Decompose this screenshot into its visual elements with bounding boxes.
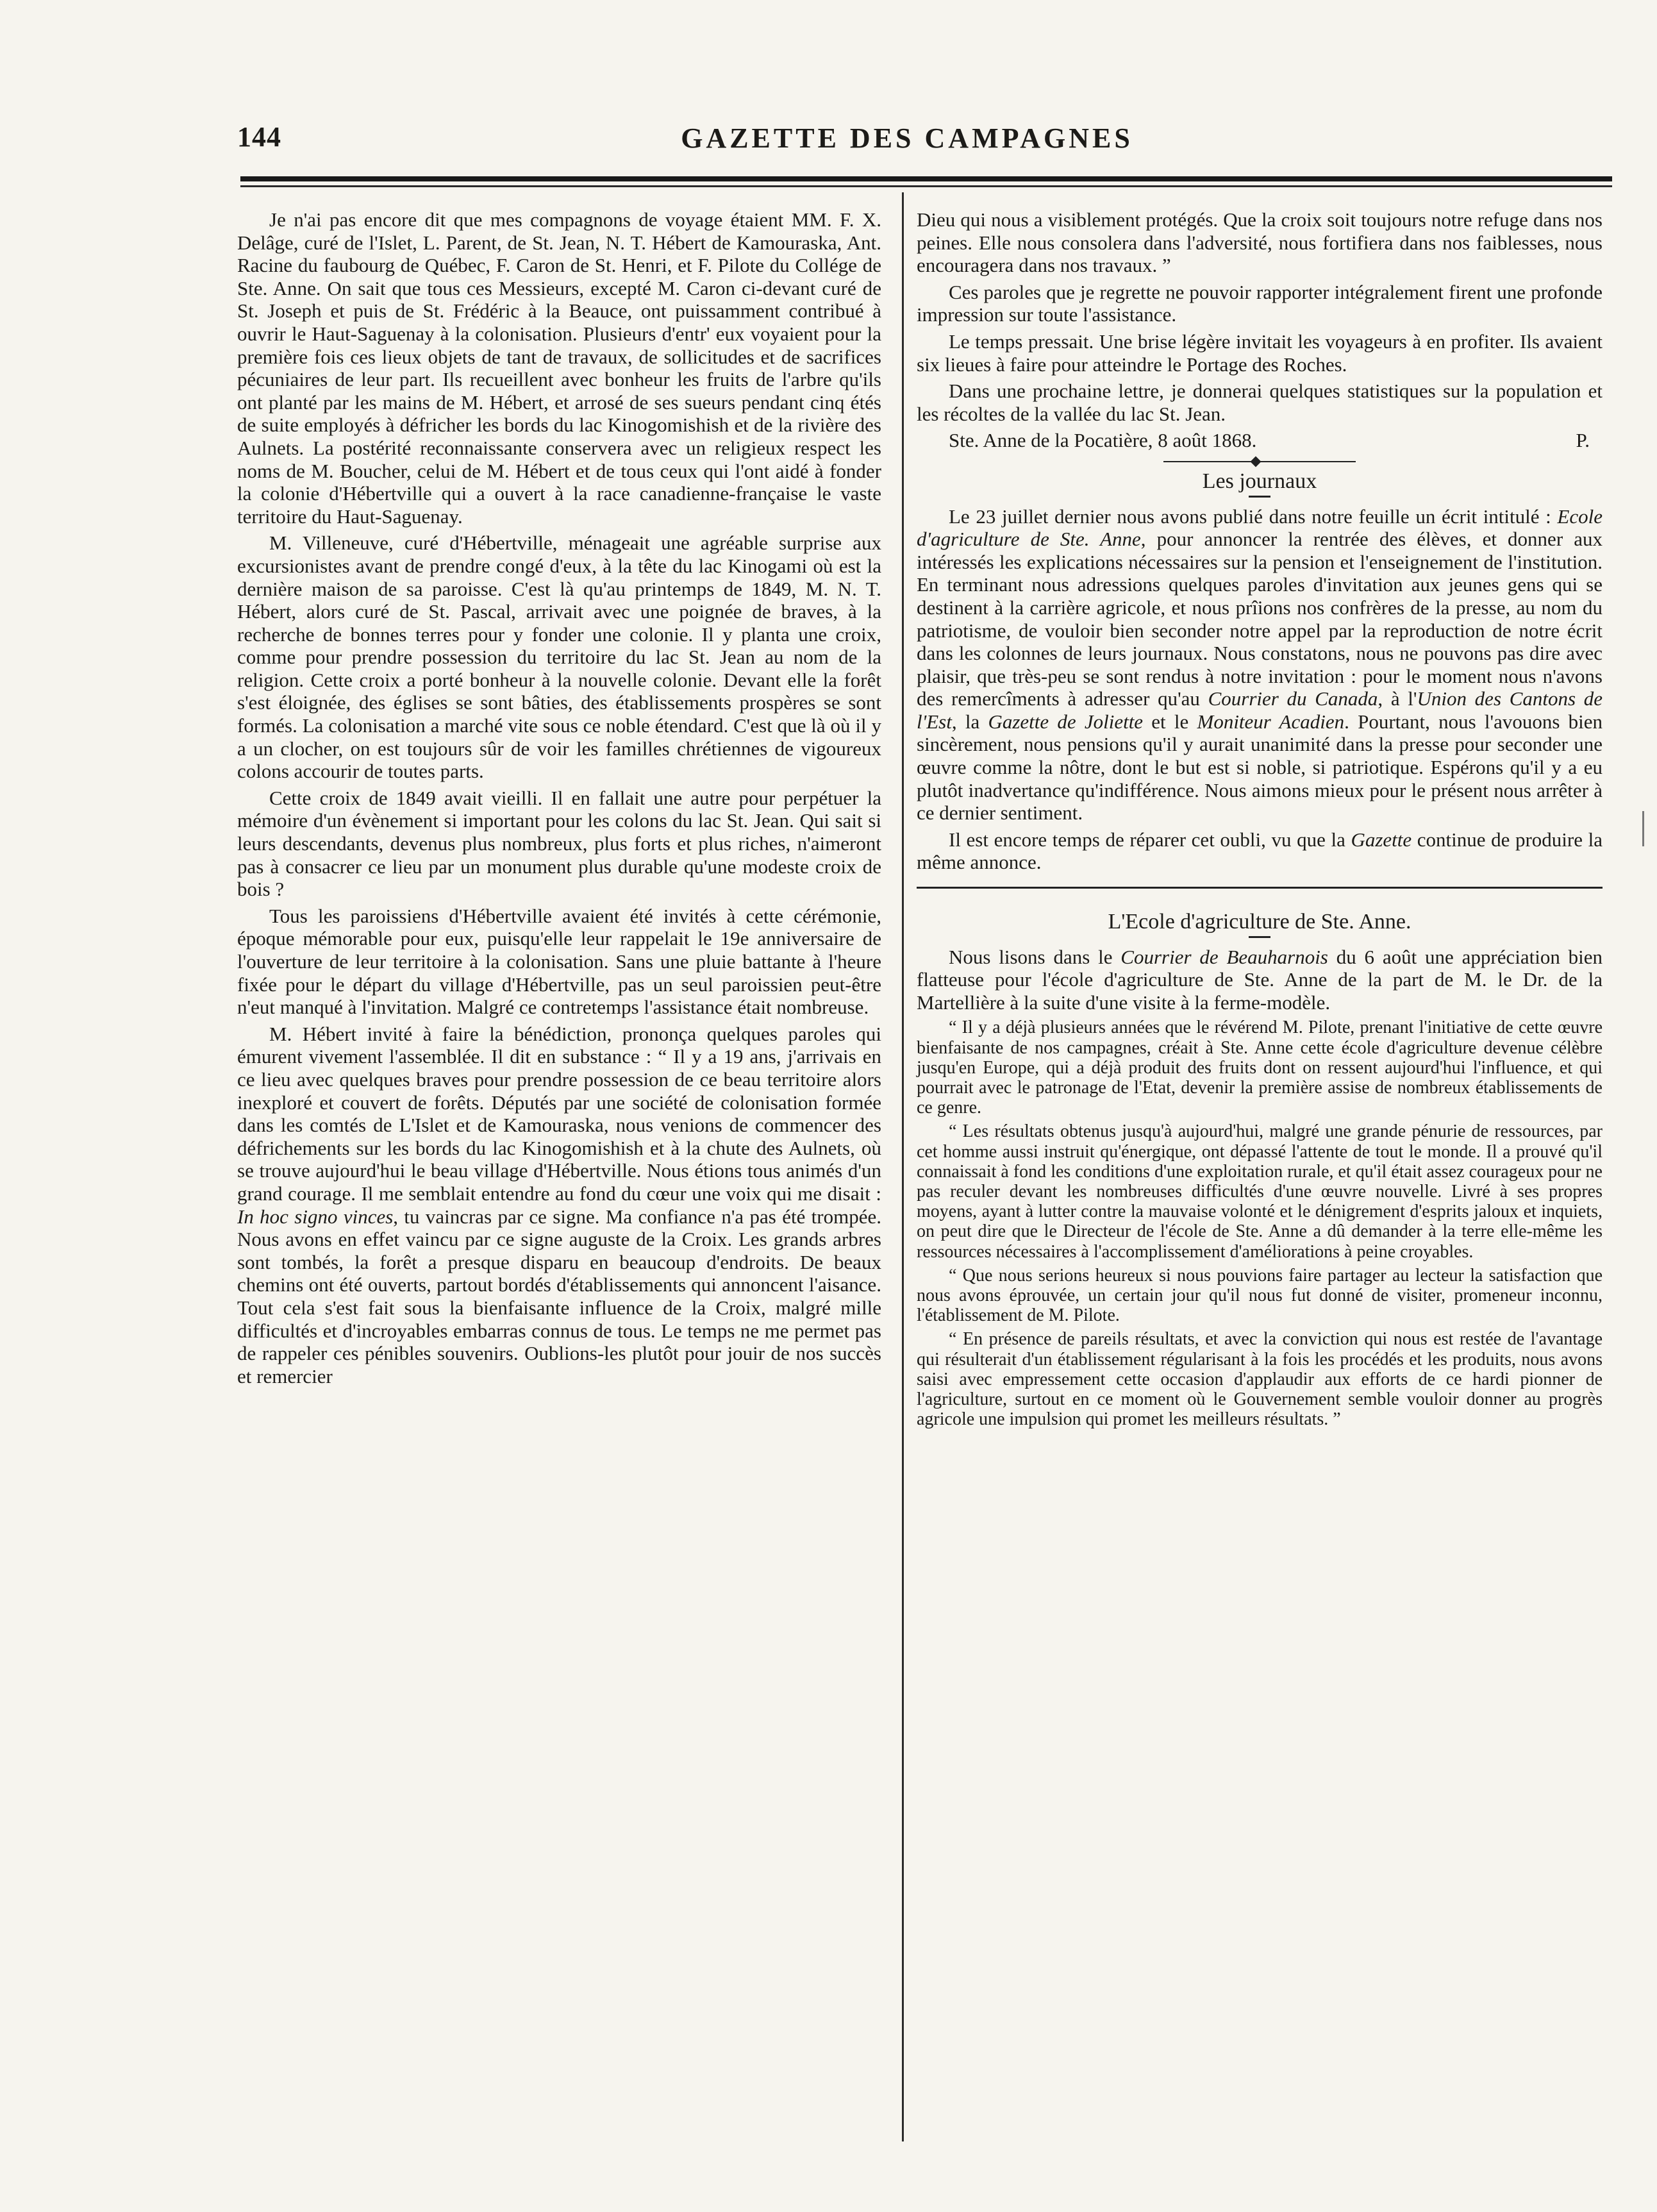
quotation-block <box>917 1018 1603 1429</box>
text-run: , à l' <box>1378 687 1417 710</box>
running-title: GAZETTE DES CAMPAGNES <box>681 122 1133 154</box>
newspaper-name: Gazette <box>1351 828 1412 851</box>
text-run: Il est encore temps de réparer cet oubli, vu que la <box>949 828 1351 851</box>
paragraph: Je n'ai pas encore dit que mes compagnons de voyage étaient MM. F. X. Delâge, curé de l'Islet, L. Parent, de St. Jean, N. T. Hébert de Kamouraska, Ant. Racine du faubourg de Québec, F. Caron de St. Henri, et F. Pilote du Collége de Ste. Anne. On sait que tous ces Messieurs, excepté M. Caron ci-devant curé de St. Joseph et puis de St. Frédéric à la Beauce, ont puissamment contribué à ouvrir le Haut-Saguenay à la colonisation. Plusieurs d'entr' eux voyaient pour la première fois ces lieux objets de tant de travaux, de sollicitudes et de sacrifices pécuniaires de leur part. Ils recueillent avec bonheur les fruits de l'arbre qu'ils ont planté par les mains de M. Hébert, et arrosé de ses sueurs pendant cinq étés de suite employés à défricher les bords du lac Kinogomishish et de la rivière des Aulnets. La postérité reconnaissante conservera avec un religieux respect les noms de M. Boucher, celui de M. Hébert et de tous ceux qui l'ont aidé à fonder la colonie d'Hébertville qui a ouvert à la race canadienne-française le vaste territoire du Haut-Saguenay. <box>237 208 881 528</box>
paragraph: Le temps pressait. Une brise légère invitait les voyageurs à en profiter. Ils avaient six lieues à faire pour atteindre le Portage des Roches. <box>917 330 1603 376</box>
paragraph: Ces paroles que je regrette ne pouvoir rapporter intégralement firent une profonde impression sur toute l'assistance. <box>917 280 1603 326</box>
paragraph <box>237 1023 881 1388</box>
section-rule <box>917 887 1603 889</box>
margin-mark <box>1642 811 1644 846</box>
newspaper-name: Union des Cantons de l'Est <box>917 687 1603 733</box>
signature: P. <box>1576 429 1590 452</box>
ornamental-divider <box>1163 457 1356 466</box>
newspaper-name: Courrier de Beauharnois <box>1120 945 1328 968</box>
newspaper-name: Gazette de Joliette <box>988 710 1144 733</box>
text-run: Le 23 juillet dernier nous avons publié dans notre feuille un écrit intitulé : <box>949 505 1558 528</box>
paragraph <box>917 946 1603 1014</box>
paragraph: Tous les paroissiens d'Hébertville avaient été invités à cette cérémonie, époque mémorable pour eux, puisqu'elle leur rappelait le 19e anniversaire de l'ouverture de leur territoire à la colonisation. Sans une pluie battante à l'heure fixée pour le départ du village d'Hébertville, pas un seul paroissien peut-être n'eut manqué à l'invitation. Malgré ce contretemps l'assistance était nombreuse. <box>237 904 881 1019</box>
article-title: Ecole d'agriculture de Ste. Anne <box>917 505 1603 551</box>
header-rule-thin <box>240 185 1612 187</box>
right-column <box>917 208 1603 1433</box>
paragraph: Dieu qui nous a visiblement protégés. Que la croix soit toujours notre refuge dans nos peines. Elle nous consolera dans l'adversité, nous fortifiera dans nos faiblesses, nous encouragera dans nos travaux. ” <box>917 208 1603 277</box>
paragraph <box>917 828 1603 874</box>
dateline <box>917 429 1603 452</box>
page-header <box>218 115 1596 173</box>
paragraph: Cette croix de 1849 avait vieilli. Il en fallait une autre pour perpétuer la mémoire d'un évènement si important pour les colons du lac St. Jean. Qui sait si leurs descendants, devenus plus nombreux, plus forts et plus riches, n'aimeront pas à consacrer ce lieu par un monument plus durable qu'une modeste croix de bois ? <box>237 786 881 901</box>
left-column <box>237 208 881 1391</box>
paragraph: Dans une prochaine lettre, je donnerai quelques statistiques sur la population et les récoltes de la vallée du lac St. Jean. <box>917 380 1603 425</box>
text-run: , la <box>951 710 988 733</box>
short-rule <box>1249 496 1270 498</box>
text-run: du 6 août une appréciation bien flatteuse pour l'école d'agriculture de Ste. Anne de la part de M. le Dr. de la Martellière à la suite d'une visite à la ferme-modèle. <box>917 945 1603 1014</box>
dateline-place-date: Ste. Anne de la Pocatière, 8 août 1868. <box>949 429 1257 452</box>
text-run: continue de produire la même annonce. <box>917 828 1603 874</box>
newspaper-name: Moniteur Acadien <box>1197 710 1345 733</box>
quoted-paragraph: “ Que nous serions heureux si nous pouvions faire partager au lecteur la satisfaction que nous avons éprouvée, un certain jour qu'il nous fut donné de visiter, promeneur inconnu, l'établissement de M. Pilote. <box>917 1265 1603 1326</box>
section-title-journaux: Les journaux <box>1202 469 1317 493</box>
page-number: 144 <box>237 121 281 153</box>
newspaper-name: Courrier du Canada <box>1208 687 1378 710</box>
section-title-ecole: L'Ecole d'agriculture de Ste. Anne. <box>1108 910 1411 934</box>
quoted-paragraph: “ Les résultats obtenus jusqu'à aujourd'hui, malgré une grande pénurie de ressources, par cet homme aussi instruit qu'énergique, ont dépassé l'attente de tout le monde. Il a prouvé qu'il connaissait à fond les conditions d'une exploitation rurale, et qu'il était assez courageux pour ne pas reculer devant les nombreuses difficultés d'une œuvre nouvelle. Livré à ses propres moyens, ayant à lutter contre la mauvaise volonté et le dénigrement d'esprits jaloux et inquiets, on peut dire que le Directeur de l'école de Ste. Anne a dû demander à la terre elle-même les ressources nécessaires à l'accomplissement d'améliorations à peine croyables. <box>917 1121 1603 1262</box>
header-rule-thick <box>240 176 1612 181</box>
text-run: . Pourtant, nous l'avouons bien sincèrement, nous pensions qu'il y aurait unanimité dans la presse pour seconder une œuvre comme la nôtre, dont le but est si noble, si patriotique. Espérons qu'il y a eu plutôt inadvertance qu'indifférence. Nous aimons mieux pour le présent nous arrêter à ce dernier sentiment. <box>917 710 1603 825</box>
quoted-paragraph: “ Il y a déjà plusieurs années que le révérend M. Pilote, prenant l'initiative de cette œuvre bienfaisante de nos campagnes, créait à Ste. Anne cette école d'agriculture devenue célèbre jusqu'en Europe, qui a déjà produit des fruits dont on ressent aujourd'hui l'influence, et qui pourrait avec le patronage de l'Etat, devenir la première assise de nombreux établissements de ce genre. <box>917 1018 1603 1118</box>
text-run: Nous lisons dans le <box>949 945 1121 968</box>
text-run: , tu vaincras par ce signe. Ma confiance n'a pas été trompée. Nous avons en effet vaincu par ce signe auguste de la Croix. Les grands arbres sont tombés, la forêt a presque disparu en beaucoup d'endroits. De beaux chemins ont été ouverts, partout bordés d'établissements qui annoncent l'aisance. Tout cela s'est fait sous la bienfaisante influence de la Croix, malgré mille difficultés et d'incroyables embarras connus de tous. Le temps ne me permet pas de rappeler ces pénibles souvenirs. Oublions-les plutôt pour jouir de nos succès et remercier <box>237 1205 882 1387</box>
text-run: , pour annoncer la rentrée des élèves, et donner aux intéressés les explications nécessaires sur la pension et l'enseignement de l'institution. En terminant nous adressions quelques paroles d'invitation aux jeunes gens qui se destinent à la carrière agricole, et nous prîions nos confrères de la presse, au nom du patriotisme, de vouloir bien seconder notre appel par la reproduction de notre écrit dans les colonnes de leurs journaux. Nous constatons, nous ne pouvons pas dire avec plaisir, que très-peu se sont rendus à notre invitation : pour le moment nous n'avons des remercîments à adresser qu'au <box>917 528 1603 710</box>
text-run: M. Hébert invité à faire la bénédiction, prononça quelques paroles qui émurent vivement l'assemblée. Il dit en substance : “ Il y a 19 ans, j'arrivais en ce lieu avec quelques braves pour prendre possession de ce beau territoire alors inexploré et couvert de forêts. Députés par une société de colonisation formée dans les comtés de L'Islet et de Kamouraska, nous venions de commencer des défrichements sur les bords du lac Kinogomishish et à la chute des Aulnets, où se trouve aujourd'hui le beau village d'Hébertville. Nous étions tous animés d'un grand courage. Il me semblait entendre au fond du cœur une voix qui me disait : <box>237 1022 881 1205</box>
paragraph <box>917 505 1603 825</box>
column-divider <box>902 192 904 2141</box>
latin-motto: In hoc signo vinces <box>237 1205 394 1228</box>
quoted-paragraph: “ En présence de pareils résultats, et avec la conviction qui nous est restée de l'avantage qui résulterait d'un établissement régularisant à la fois les procédés et les produits, nous avons saisi avec empressement cette occasion d'applaudir aux efforts de ce hardi pionner de l'agriculture, surtout en ce moment où le Gouvernement semble vouloir donner au progrès agricole une impulsion qui promet les meilleurs résultats. ” <box>917 1329 1603 1430</box>
short-rule <box>1249 936 1270 938</box>
text-run: et le <box>1143 710 1197 733</box>
paragraph: M. Villeneuve, curé d'Hébertville, ménageait une agréable surprise aux excursionistes avant de prendre congé d'eux, à la tête du lac Kinogami où est la dernière maison de sa paroisse. C'est là qu'au printemps de 1849, M. N. T. Hébert, alors curé de St. Pascal, arrivait avec une poignée de braves, à la recherche de bonnes terres pour y fonder une colonie. Il y planta une croix, comme pour prendre possession du territoire du lac St. Jean au nom de la religion. Cette croix a porté bonheur à la nouvelle colonie. Devant elle la forêt s'est éloignée, des églises se sont bâties, des établissements prospères se sont formés. La colonisation a marché vite sous ce noble étendard. C'est que là où il y a un clocher, on est toujours sûr de voir les familles chrétiennes de vigoureux colons accourir de toutes parts. <box>237 532 881 783</box>
